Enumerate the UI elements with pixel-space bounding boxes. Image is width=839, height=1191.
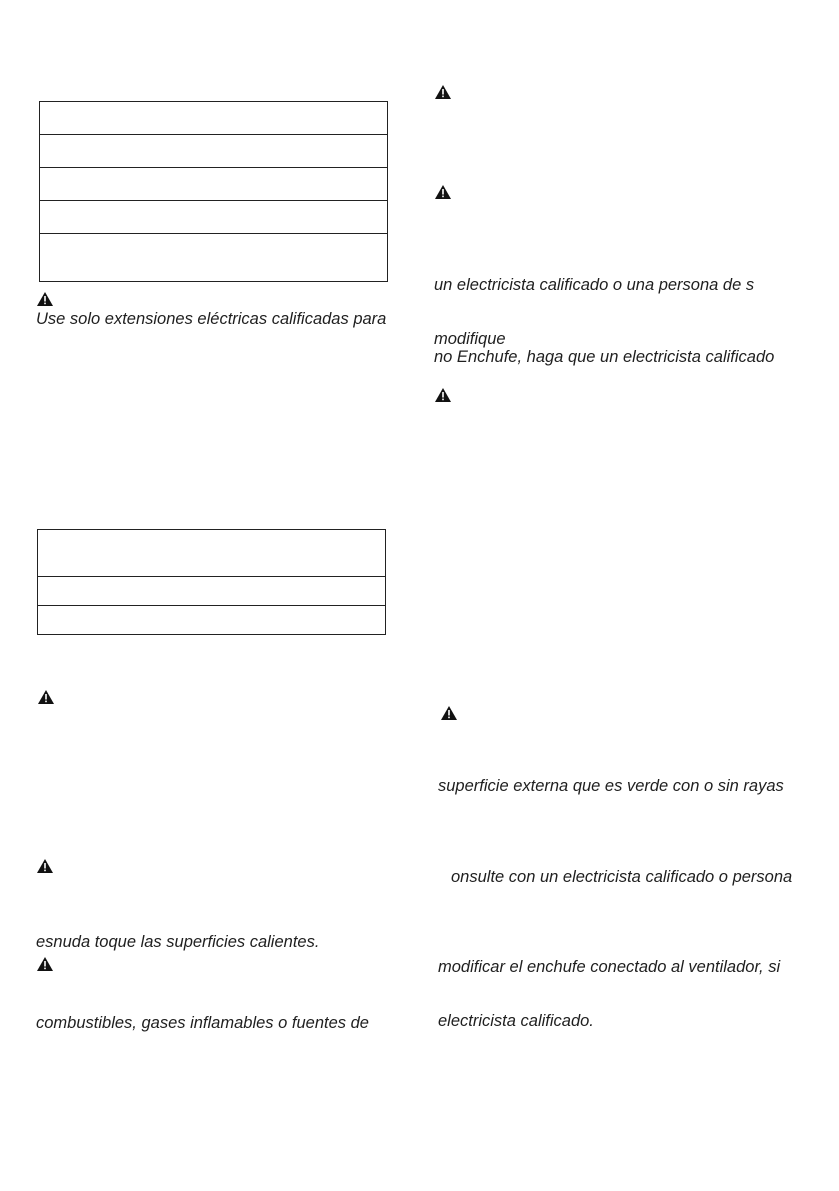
spec-table-1 [39,101,388,282]
plug-text: no Enchufe, haga que un electricista calificado [434,348,775,366]
spec-table-1-row [40,168,387,201]
warning-triangle-icon [435,185,451,199]
spec-table-2-row [38,577,385,606]
spec-table-1-row [40,234,387,281]
warning-triangle-icon [37,957,53,971]
spec-table-1-row [40,201,387,234]
final-electrician-text: electricista calificado. [438,1012,594,1030]
hot-surface-text: esnuda toque las superficies calientes. [36,933,320,951]
spec-table-2 [37,529,386,635]
warning-triangle-icon [441,706,457,720]
spec-table-1-row [40,102,387,135]
warning-triangle-icon [37,292,53,306]
warning-triangle-icon [37,859,53,873]
warning-triangle-icon [435,388,451,402]
extension-warning-text: Use solo extensiones eléctricas calificadas para [36,310,387,328]
warning-triangle-icon [38,690,54,704]
modify-plug-text: modificar el enchufe conectado al ventilador, si [438,958,781,976]
modify-text: modifique [434,330,506,348]
electrician-text: un electricista calificado o una persona de s [434,276,755,294]
spec-table-1-row [40,135,387,168]
spec-table-2-row [38,530,385,577]
consult-text: onsulte con un electricista calificado o persona [451,868,793,886]
spec-table-2-row [38,606,385,634]
ground-wire-text: superficie externa que es verde con o sin rayas [438,777,784,795]
warning-triangle-icon [435,85,451,99]
fire-hazard-text: combustibles, gases inflamables o fuentes de [36,1014,369,1032]
